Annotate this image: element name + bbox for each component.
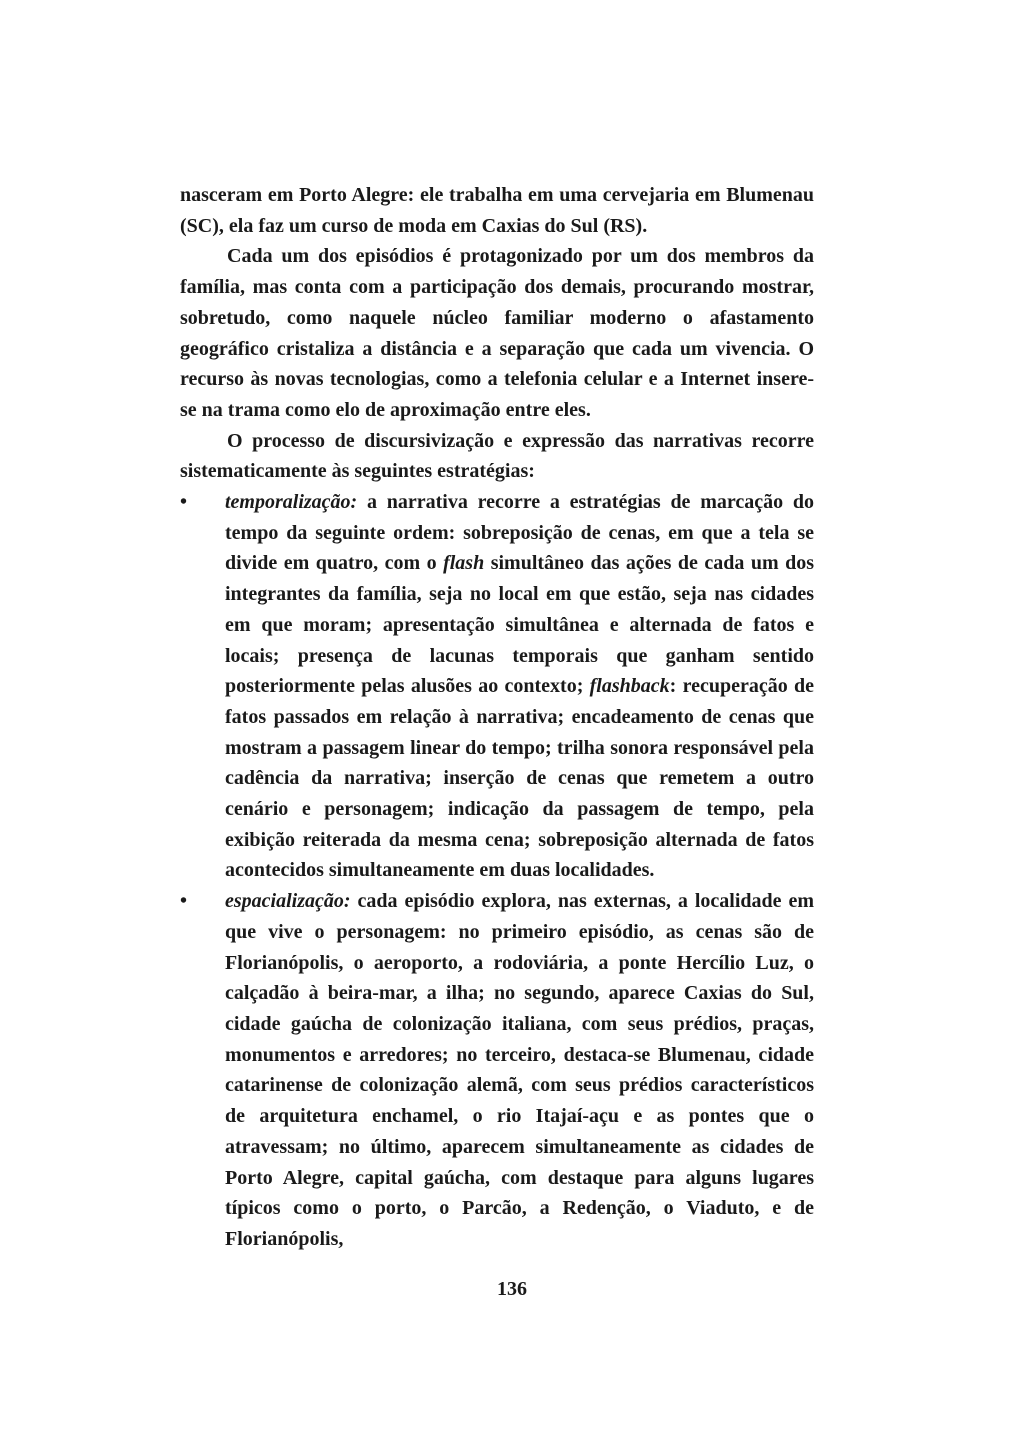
list-item-espacializacao bbox=[180, 886, 814, 1254]
bullet-icon: • bbox=[180, 491, 188, 514]
term-espacializacao: espacialização: bbox=[225, 890, 351, 913]
page-number: 136 bbox=[497, 1278, 527, 1300]
text-segment: simultâneo das ações de cada um dos integrantes da família, seja no local em que estão, seja nas cidades em que moram; apresentação simultânea e alternada de fatos e locais; presença de lacunas temporais que ganham sentido posteriormente pelas alusões ao contexto; bbox=[225, 552, 814, 698]
paragraph-continuation: nasceram em Porto Alegre: ele trabalha em uma cervejaria em Blumenau (SC), ela faz um curso de moda em Caxias do Sul (RS). bbox=[180, 184, 814, 237]
paragraph-strategies-intro: O processo de discursivização e expressão das narrativas recorre sistematicamente às seguintes estratégias: bbox=[180, 429, 814, 483]
list-item-temporalizacao bbox=[180, 487, 814, 886]
text-segment: a narrativa recorre a estratégias de marcação do tempo da seguinte ordem: sobreposição de cenas, em que a tela se divide em quatro, com o bbox=[225, 491, 814, 575]
paragraph-episodes: Cada um dos episódios é protagonizado por um dos membros da família, mas conta com a participação dos demais, procurando mostrar, sobretudo, como naquele núcleo familiar moderno o afastamento geográfico cristaliza a distância e a separação que cada um vivencia. O recurso às novas tecnologias, como a telefonia celular e a Internet insere-se na trama como elo de aproximação entre eles. bbox=[180, 245, 814, 421]
term-flash: flash bbox=[443, 552, 485, 575]
text-segment: cada episódio explora, nas externas, a localidade em que vive o personagem: no primeiro episódio, as cenas são de Florianópolis, o aeroporto, a rodoviária, a ponte Hercílio Luz, o calçadão à beira-mar, a ilha; no segundo, aparece Caxias do Sul, cidade gaúcha de colonização italiana, com seus prédios, praças, monumentos e arredores; no terceiro, destaca-se Blumenau, cidade catarinense de colonização alemã, com seus prédios característicos de arquitetura enchamel, o rio Itajaí-açu e as pontes que o atravessam; no último, aparecem simultaneamente as cidades de Porto Alegre, capital gaúcha, com destaque para alguns lugares típicos como o porto, o Parcão, a Redenção, o Viaduto, e de Florianópolis, bbox=[225, 890, 814, 1250]
text-segment: : recuperação de fatos passados em relação à narrativa; encadeamento de cenas que mostram a passagem linear do tempo; trilha sonora responsável pela cadência da narrativa; inserção de cenas que remetem a outro cenário e personagem; indicação da passagem de tempo, pela exibição reiterada da mesma cena; sobreposição alternada de fatos acontecidos simultaneamente em duas localidades. bbox=[225, 675, 814, 882]
strategies-list bbox=[180, 487, 814, 1255]
term-temporalizacao: temporalização: bbox=[225, 491, 358, 514]
term-flashback: flashback bbox=[589, 675, 670, 698]
bullet-icon: • bbox=[180, 890, 188, 913]
body-text bbox=[180, 180, 814, 1255]
